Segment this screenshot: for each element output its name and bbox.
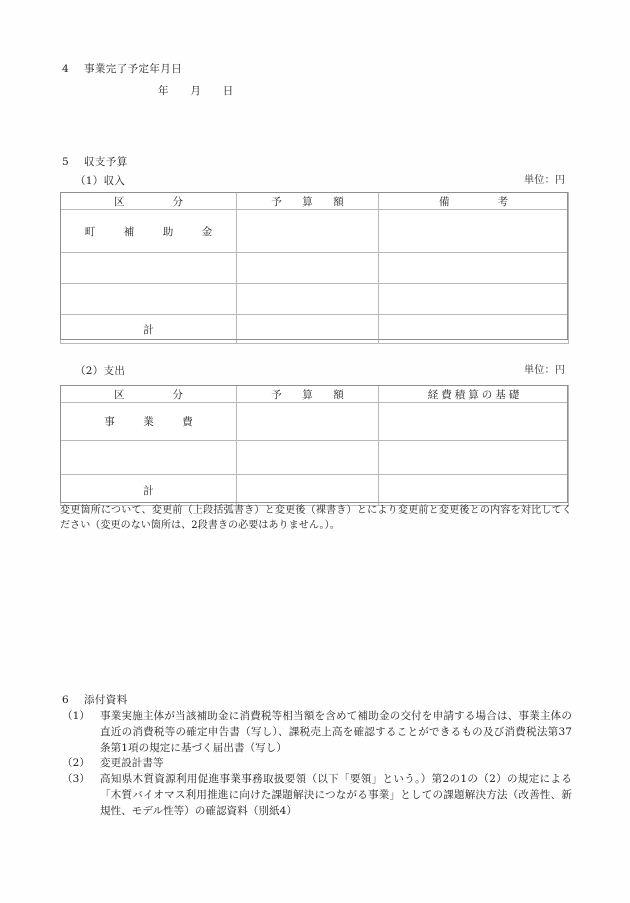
income-row-0-category: 町 補 助 金 (61, 210, 237, 253)
table-row-total (61, 475, 569, 506)
table-row (61, 253, 569, 284)
change-note: 変更箇所について、変更前（上段括弧書き）と変更後（裸書き）とにより変更前と変更後との内容を対比してください（変更のない箇所は、2段書きの必要はありません。）。 (60, 505, 572, 531)
income-total-amount[interactable] (237, 315, 379, 344)
attachment-text-3: 高知県木質資源利用促進事業事務取扱要領（以下「要領」という。）第2の1の（2）の規定による「木質バイオマス利用推進に向けた課題解決につながる事業」としての課題解決方法（改善性、新規性、モデル性等）の確認資料（別紙4） (100, 773, 572, 817)
expense-header-amount: 予 算 額 (237, 386, 379, 403)
section-5-number: 5 (62, 156, 70, 168)
income-unit-label: 単位：円 (524, 175, 566, 186)
income-header-category: 区 分 (61, 193, 237, 210)
income-header-remarks: 備 考 (379, 193, 569, 210)
section-4-number: 4 (62, 63, 70, 75)
income-row-1-amount[interactable] (237, 253, 379, 284)
attachment-marker-2: （2） (62, 757, 90, 770)
expense-row-1-category[interactable] (61, 441, 237, 475)
attachment-marker-1: （1） (62, 710, 90, 722)
table-row (61, 284, 569, 315)
income-row-2-category[interactable] (61, 284, 237, 315)
income-row-2-amount[interactable] (237, 284, 379, 315)
expense-table-header-row (61, 386, 569, 403)
expense-header-basis: 経費積算の基礎 (379, 386, 569, 403)
table-row (61, 441, 569, 475)
expense-total-amount[interactable] (237, 475, 379, 506)
attachment-list (62, 709, 572, 819)
expense-unit-label: 単位：円 (524, 365, 566, 376)
section-4-title: 事業完了予定年月日 (84, 63, 183, 75)
income-subheading: （1）収入 (75, 175, 126, 187)
expense-row-0-category: 事 業 費 (61, 403, 237, 441)
income-row-2-remarks[interactable] (379, 284, 569, 315)
expense-row-1-amount[interactable] (237, 441, 379, 475)
table-row (61, 403, 569, 441)
table-row (61, 210, 569, 253)
income-row-1-remarks[interactable] (379, 253, 569, 284)
completion-date-line: 年 月 日 (158, 85, 234, 97)
income-row-1-category[interactable] (61, 253, 237, 284)
expense-row-0-basis[interactable] (379, 403, 569, 441)
expense-header-category: 区 分 (61, 386, 237, 403)
expense-total-label: 計 (61, 475, 237, 506)
list-item (62, 709, 572, 756)
income-table (60, 192, 569, 344)
section-6-heading (62, 693, 128, 709)
section-6-number: 6 (62, 694, 70, 706)
expense-total-basis[interactable] (379, 475, 569, 506)
expense-row-1-basis[interactable] (379, 441, 569, 475)
attachment-text-1: 事業実施主体が当該補助金に消費税等相当額を含めて補助金の交付を申請する場合は、事業主体の直近の消費税等の確定申告書（写し）、課税売上高を確認することができるもの及び消費税法第37条第1項の規定に基づく届出書（写し） (100, 710, 572, 754)
income-total-remarks[interactable] (379, 315, 569, 344)
attachment-text-2: 変更設計書等 (100, 757, 164, 770)
income-total-label: 計 (61, 315, 237, 344)
table-row-total (61, 315, 569, 344)
section-6-title: 添付資料 (84, 694, 128, 706)
section-5-title: 収支予算 (84, 156, 128, 168)
income-header-amount: 予 算 額 (237, 193, 379, 210)
expense-row-0-amount[interactable] (237, 403, 379, 441)
income-row-0-remarks[interactable] (379, 210, 569, 253)
list-item (62, 756, 572, 772)
income-table-header-row (61, 193, 569, 210)
expense-subheading: （2）支出 (75, 365, 126, 377)
expense-table (60, 385, 569, 506)
attachment-marker-3: （3） (62, 773, 90, 785)
income-row-0-amount[interactable] (237, 210, 379, 253)
section-5-heading (62, 155, 128, 171)
list-item (62, 772, 572, 819)
section-4-heading (62, 62, 182, 78)
